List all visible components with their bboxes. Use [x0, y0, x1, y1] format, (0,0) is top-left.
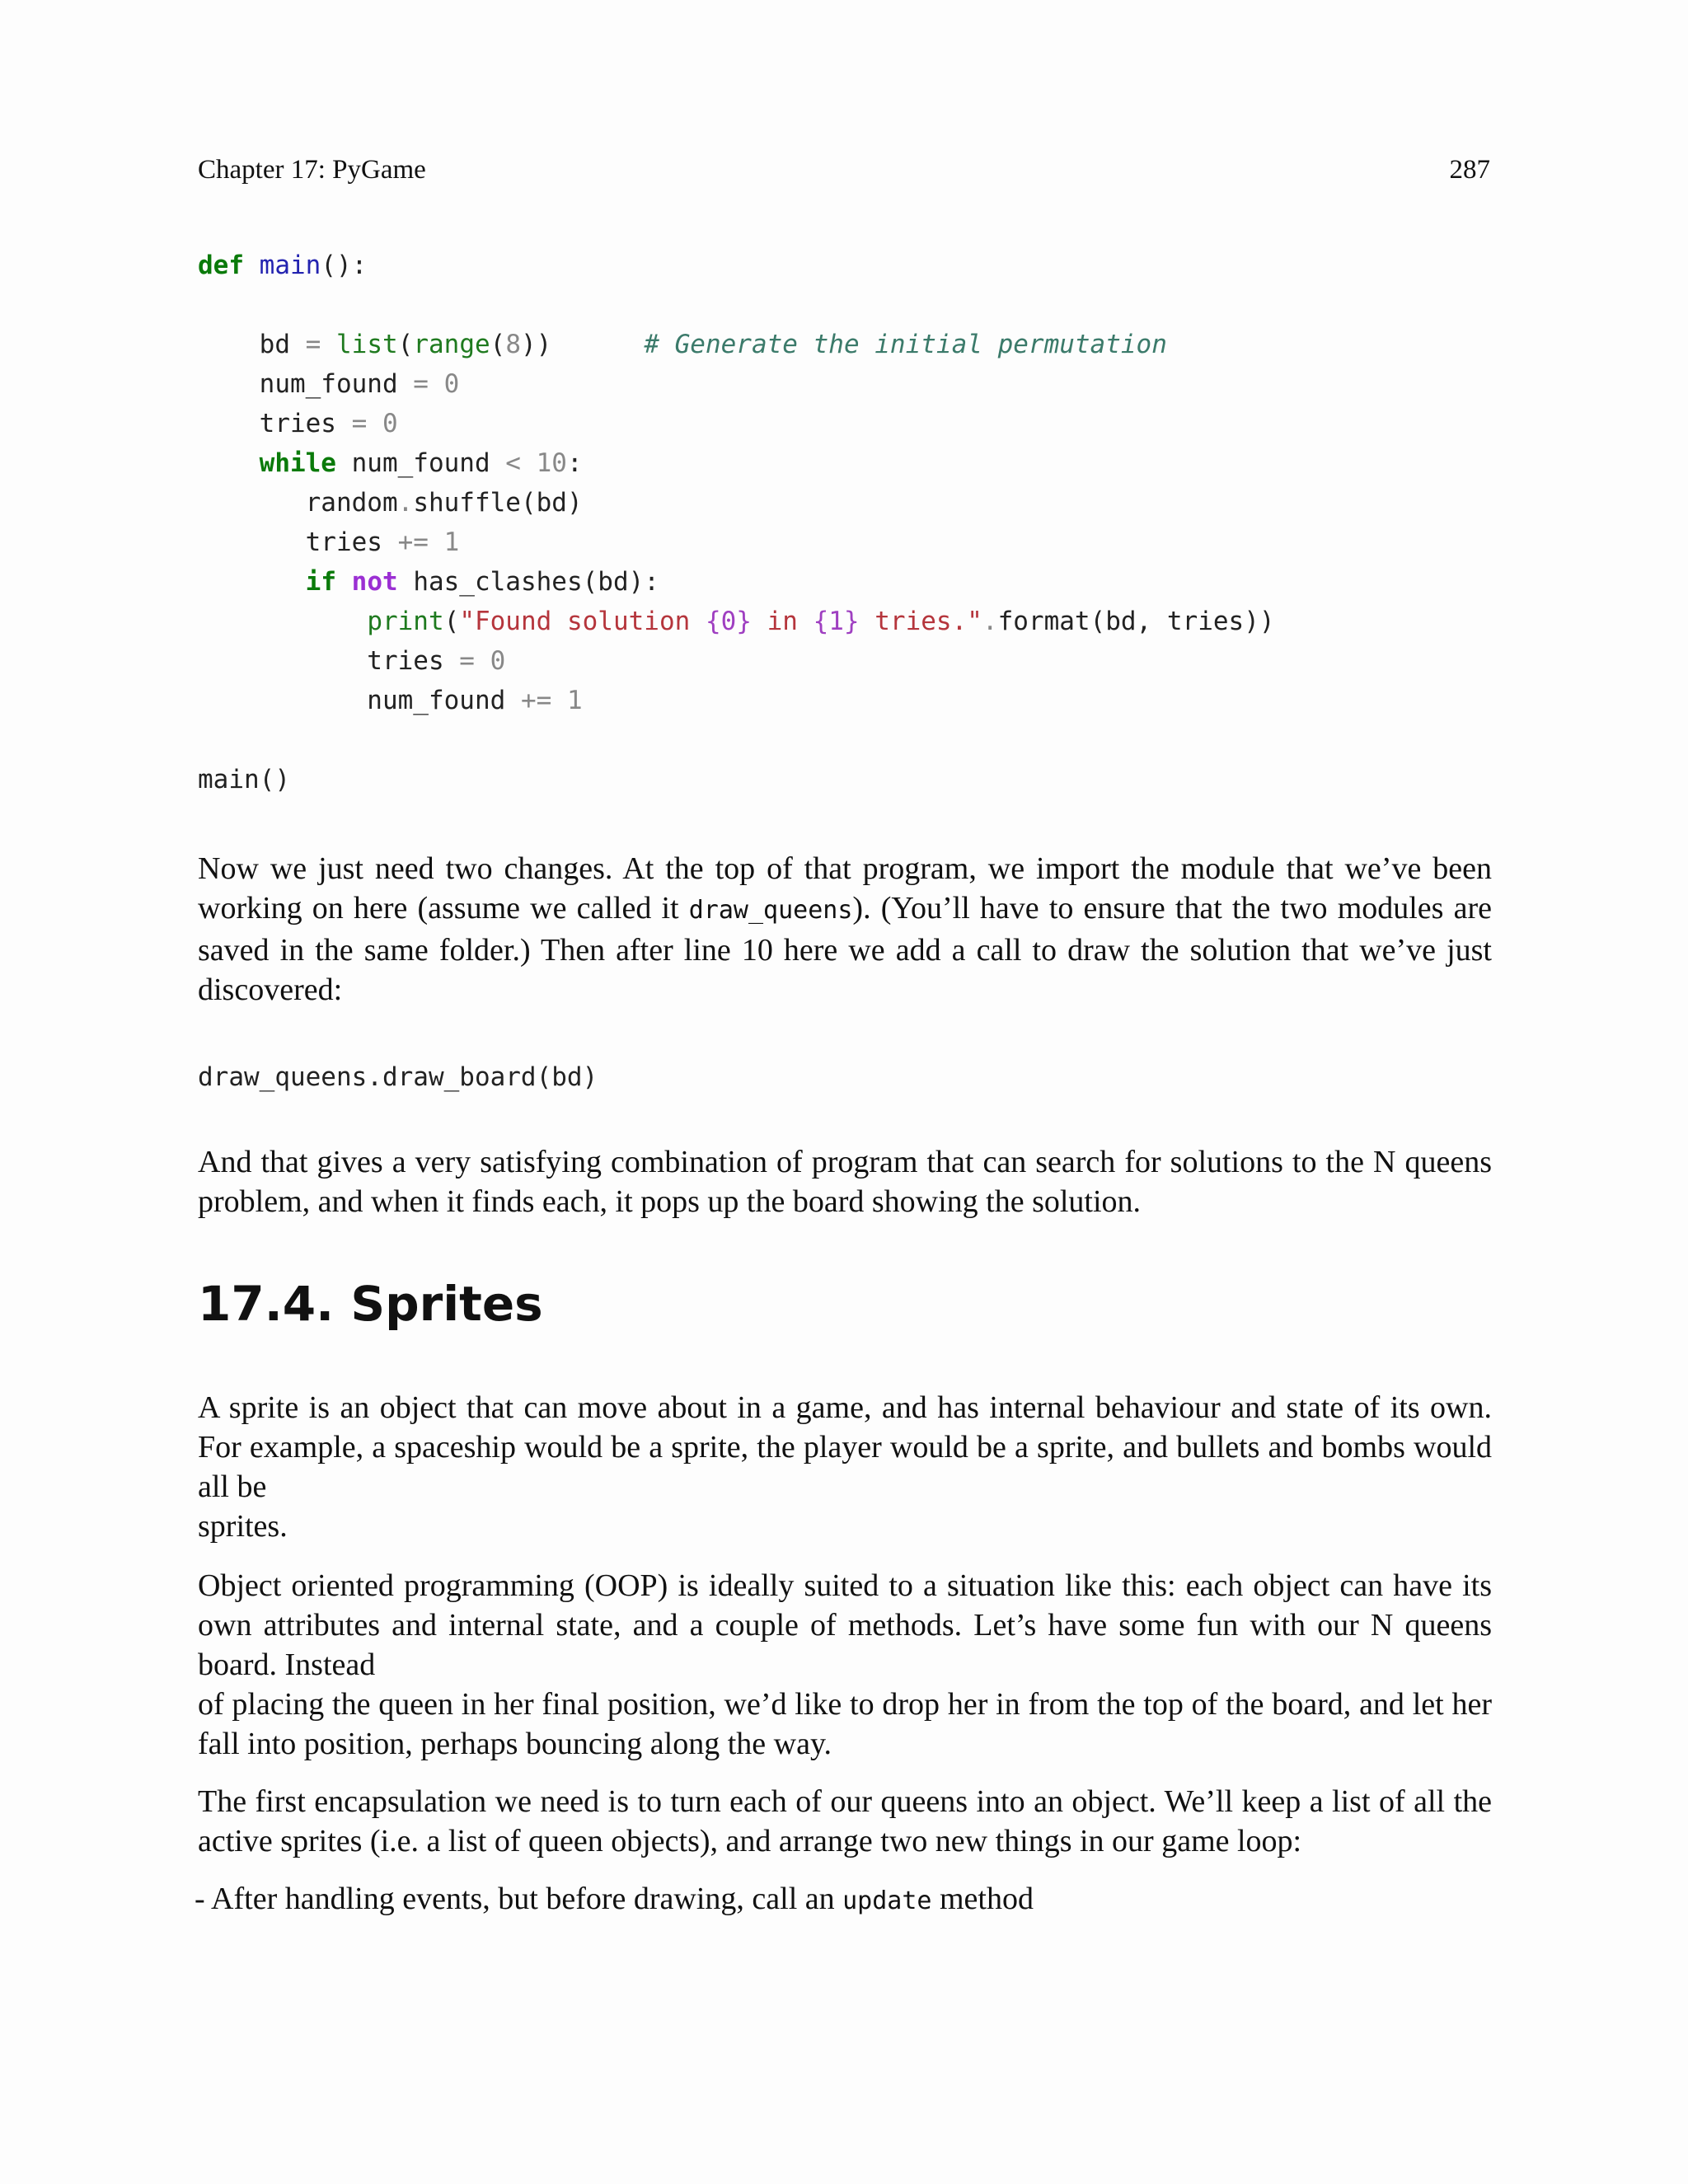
- paragraph: Object oriented programming (OOP) is ideally suited to a situation like this: each object can have its own attributes and internal state, and a couple of methods. Let’s have some fun with our N queens board. Instead of placing the queen in her final position, we’d like to drop her in from the top of the board, and let her fall into position, perhaps bouncing along the way.: [198, 1568, 1492, 1761]
- code-text: if not has_clashes(bd):: [305, 567, 659, 597]
- code-text: draw_queens.draw_board(bd): [198, 1062, 598, 1092]
- code-text: main(): [198, 765, 290, 794]
- code-text: num_found = 0: [198, 369, 460, 399]
- code-text: tries = 0: [198, 409, 398, 438]
- paragraph: And that gives a very satisfying combination of program that can search for solutions to the N queens problem, and when it finds each, it pops up the board showing the solution.: [198, 1145, 1492, 1219]
- paragraph: The first encapsulation we need is to turn each of our queens into an object. We’ll keep a list of all the active sprites (i.e. a list of queen objects), and arrange two new things in our game loop:: [198, 1784, 1492, 1858]
- code-text: bd = list(range(8)) # Generate the initial permutation: [198, 330, 1167, 359]
- page-number: 287: [1449, 155, 1490, 185]
- inline-code: draw_queens: [688, 896, 853, 925]
- code-text: print("Found solution {0} in {1} tries.".format(bd, tries)): [367, 607, 1275, 636]
- paragraph: Now we just need two changes. At the top of that program, we import the module that we’ve been working on here (assume we called it draw_queens). (You’ll have to ensure that the two modules are saved in the same folder.) Then after line 10 here we add a call to draw the solution that we’ve just discovered:: [198, 851, 1492, 1007]
- list-item: - After handling events, but before drawing, call an update method: [195, 1882, 1034, 1916]
- code-text: num_found += 1: [198, 686, 583, 715]
- section-heading: 17.4. Sprites: [198, 1276, 543, 1332]
- code-text: tries += 1: [198, 527, 460, 557]
- chapter-title: Chapter 17: PyGame: [198, 155, 426, 185]
- code-text: def main():: [198, 251, 368, 280]
- code-text: random.shuffle(bd): [198, 488, 583, 518]
- inline-code: update: [842, 1886, 932, 1915]
- paragraph: A sprite is an object that can move about in a game, and has internal behaviour and state of its own. For example, a spaceship would be a sprite, the player would be a sprite, and bullets and bombs would all be sprites.: [198, 1390, 1492, 1544]
- code-text: while num_found < 10:: [259, 448, 583, 478]
- page-header: [198, 155, 1490, 193]
- code-text: tries = 0: [198, 646, 506, 676]
